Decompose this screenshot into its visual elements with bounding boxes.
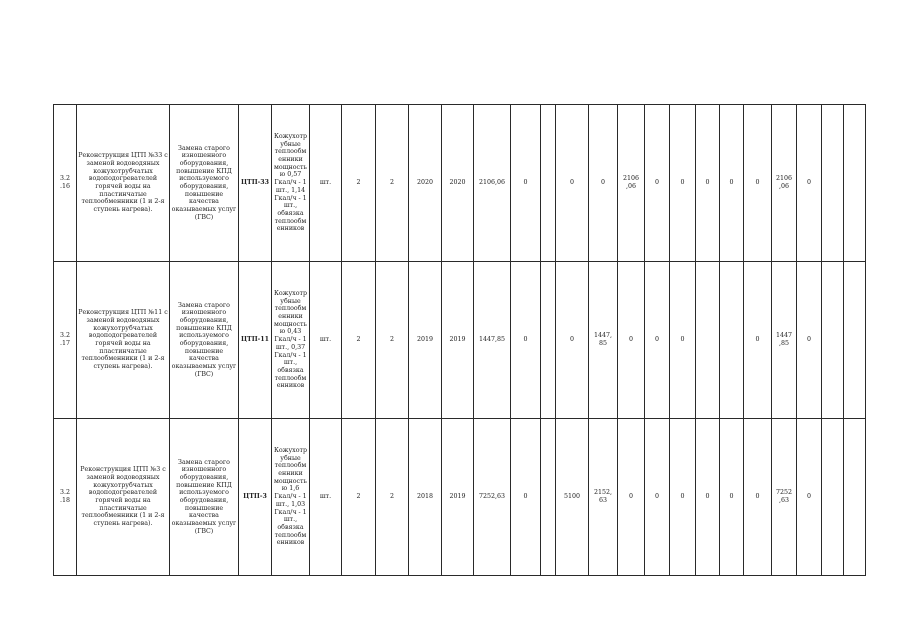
value-cell: 0 xyxy=(618,419,645,576)
quantity-before-cell: 2 xyxy=(342,419,376,576)
empty-cell xyxy=(822,105,844,262)
value-cell: 0 xyxy=(696,105,720,262)
value-cell: 0 xyxy=(744,419,772,576)
technical-params-cell: Кожухотрубные теплообменники мощностью 0,43 Гкал/ч - 1 шт., 0,37 Гкал/ч - 1 шт., обвязка теплообменников xyxy=(272,262,310,419)
project-purpose-cell: Замена старого изношенного оборудования, повышение КПД используемого оборудования, повышение качества оказываемых услуг (ГВС) xyxy=(170,262,239,419)
quantity-after-cell: 2 xyxy=(376,105,409,262)
year-start-cell: 2020 xyxy=(409,105,442,262)
year-end-cell: 2020 xyxy=(442,105,474,262)
value-cell: 0 xyxy=(720,105,744,262)
quantity-after-cell: 2 xyxy=(376,262,409,419)
table-row xyxy=(54,419,866,576)
value-cell: 0 xyxy=(670,419,696,576)
value-cell: 0 xyxy=(618,262,645,419)
unit-cell: шт. xyxy=(310,105,342,262)
value-cell: 0 xyxy=(556,105,589,262)
empty-cell xyxy=(844,105,866,262)
value-cell: 7252 ,63 xyxy=(772,419,797,576)
quantity-before-cell: 2 xyxy=(342,262,376,419)
value-cell xyxy=(541,419,556,576)
row-number-cell: 3.2 .17 xyxy=(54,262,77,419)
empty-cell xyxy=(822,262,844,419)
object-code-cell: ЦТП-3 xyxy=(239,419,272,576)
value-cell: 0 xyxy=(696,419,720,576)
quantity-before-cell: 2 xyxy=(342,105,376,262)
empty-cell xyxy=(844,262,866,419)
value-cell: 0 xyxy=(720,419,744,576)
value-cell xyxy=(541,105,556,262)
object-code-cell: ЦТП-33 xyxy=(239,105,272,262)
unit-cell: шт. xyxy=(310,262,342,419)
value-cell: 2106 ,06 xyxy=(618,105,645,262)
year-end-cell: 2019 xyxy=(442,419,474,576)
total-cost-cell: 2106,06 xyxy=(474,105,511,262)
value-cell: 0 xyxy=(511,262,541,419)
project-name-cell: Реконструкция ЦТП №11 с заменой водоводяных кожухотрубчатых водоподогревателей горячей воды на пластинчатые теплообменники (1 и 2-я ступень нагрева). xyxy=(77,262,170,419)
value-cell: 0 xyxy=(589,105,618,262)
empty-cell xyxy=(822,419,844,576)
value-cell xyxy=(696,262,720,419)
investment-table xyxy=(53,104,866,576)
row-number-cell: 3.2 .18 xyxy=(54,419,77,576)
investment-table-page xyxy=(53,104,861,575)
empty-cell xyxy=(844,419,866,576)
value-cell: 0 xyxy=(797,262,822,419)
project-purpose-cell: Замена старого изношенного оборудования, повышение КПД используемого оборудования, повышение качества оказываемых услуг (ГВС) xyxy=(170,419,239,576)
value-cell: 0 xyxy=(744,105,772,262)
value-cell: 0 xyxy=(797,419,822,576)
value-cell: 0 xyxy=(645,262,670,419)
value-cell: 0 xyxy=(670,105,696,262)
value-cell: 5100 xyxy=(556,419,589,576)
value-cell: 0 xyxy=(556,262,589,419)
value-cell: 0 xyxy=(511,105,541,262)
value-cell: 0 xyxy=(744,262,772,419)
object-code-cell: ЦТП-11 xyxy=(239,262,272,419)
value-cell xyxy=(541,262,556,419)
value-cell: 2106 ,06 xyxy=(772,105,797,262)
value-cell: 1447, 85 xyxy=(589,262,618,419)
year-start-cell: 2019 xyxy=(409,262,442,419)
year-end-cell: 2019 xyxy=(442,262,474,419)
value-cell: 2152, 63 xyxy=(589,419,618,576)
table-row xyxy=(54,262,866,419)
year-start-cell: 2018 xyxy=(409,419,442,576)
value-cell: 0 xyxy=(645,105,670,262)
total-cost-cell: 1447,85 xyxy=(474,262,511,419)
total-cost-cell: 7252,63 xyxy=(474,419,511,576)
project-purpose-cell: Замена старого изношенного оборудования, повышение КПД используемого оборудования, повышение качества оказываемых услуг (ГВС) xyxy=(170,105,239,262)
project-name-cell: Реконструкция ЦТП №3 с заменой водоводяных кожухотрубчатых водоподогревателей горячей воды на пластинчатые теплообменники (1 и 2-я ступень нагрева). xyxy=(77,419,170,576)
value-cell: 0 xyxy=(797,105,822,262)
quantity-after-cell: 2 xyxy=(376,419,409,576)
value-cell: 0 xyxy=(645,419,670,576)
technical-params-cell: Кожухотрубные теплообменники мощностью 0,57 Гкал/ч - 1 шт., 1,14 Гкал/ч - 1 шт., обвязка теплообменников xyxy=(272,105,310,262)
value-cell: 0 xyxy=(670,262,696,419)
project-name-cell: Реконструкция ЦТП №33 с заменой водоводяных кожухотрубчатых водоподогревателей горячей воды на пластинчатые теплообменники (1 и 2-я ступень нагрева). xyxy=(77,105,170,262)
technical-params-cell: Кожухотрубные теплообменники мощностью 1,6 Гкал/ч - 1 шт., 1,03 Гкал/ч - 1 шт., обвязка теплообменников xyxy=(272,419,310,576)
table-row xyxy=(54,105,866,262)
value-cell xyxy=(720,262,744,419)
row-number-cell: 3.2 .16 xyxy=(54,105,77,262)
value-cell: 1447 ,85 xyxy=(772,262,797,419)
value-cell: 0 xyxy=(511,419,541,576)
unit-cell: шт. xyxy=(310,419,342,576)
